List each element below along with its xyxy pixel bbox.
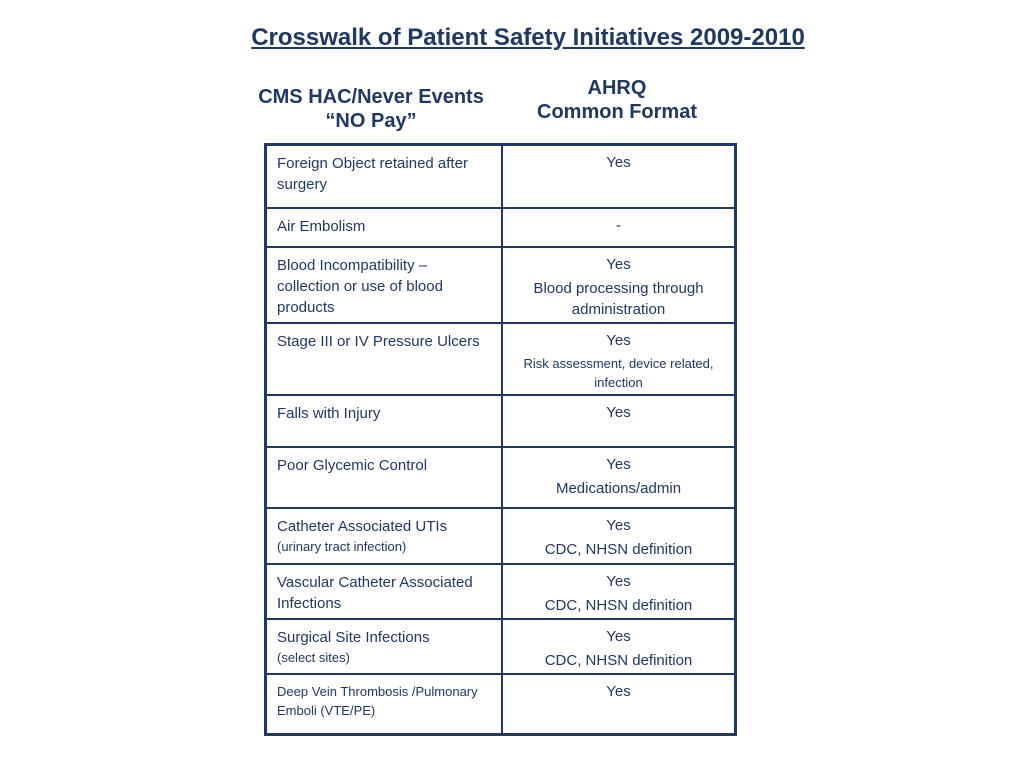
ahrq-cell bbox=[502, 619, 736, 674]
event-cell bbox=[266, 564, 503, 619]
table-row bbox=[266, 323, 736, 395]
slide-title: Crosswalk of Patient Safety Initiatives 2009-2010 bbox=[251, 24, 805, 51]
table-row bbox=[266, 447, 736, 508]
ahrq-status: Yes bbox=[606, 455, 631, 473]
ahrq-status: Yes bbox=[606, 403, 631, 421]
event-name: Surgical Site Infections bbox=[277, 628, 430, 646]
event-cell bbox=[266, 145, 503, 208]
table-row bbox=[266, 564, 736, 619]
cms-column-header bbox=[230, 85, 512, 133]
event-cell bbox=[266, 247, 503, 323]
ahrq-status: Yes bbox=[606, 154, 631, 171]
table-row bbox=[266, 145, 736, 208]
table-row bbox=[266, 674, 736, 735]
event-name: Catheter Associated UTIs bbox=[277, 517, 448, 535]
ahrq-cell bbox=[502, 447, 736, 508]
event-subtitle: (urinary tract infection) bbox=[277, 538, 407, 554]
event-name: Stage III or IV Pressure Ulcers bbox=[277, 332, 480, 350]
crosswalk-table bbox=[264, 143, 737, 736]
ahrq-note: CDC, NHSN definition bbox=[544, 651, 693, 669]
event-cell bbox=[266, 323, 503, 395]
event-cell bbox=[266, 508, 503, 564]
table-row bbox=[266, 395, 736, 447]
ahrq-note: Blood processing through administration bbox=[533, 279, 704, 318]
event-cell bbox=[266, 619, 503, 674]
ahrq-status: Yes bbox=[606, 516, 631, 534]
ahrq-note: CDC, NHSN definition bbox=[544, 596, 693, 614]
cms-header-line2: “NO Pay” bbox=[325, 110, 417, 132]
table-row bbox=[266, 619, 736, 674]
event-cell bbox=[266, 208, 503, 247]
ahrq-cell bbox=[502, 674, 736, 735]
ahrq-status: - bbox=[616, 216, 621, 234]
ahrq-cell bbox=[502, 208, 736, 247]
ahrq-header-line1: AHRQ bbox=[587, 77, 647, 99]
table-row bbox=[266, 247, 736, 323]
ahrq-cell bbox=[502, 564, 736, 619]
table-row bbox=[266, 208, 736, 247]
ahrq-status: Yes bbox=[606, 627, 631, 645]
event-cell bbox=[266, 447, 503, 508]
ahrq-header-line2: Common Format bbox=[537, 101, 697, 123]
event-name: Falls with Injury bbox=[277, 404, 381, 422]
ahrq-cell bbox=[502, 323, 736, 395]
ahrq-status: Yes bbox=[606, 255, 631, 273]
event-name: Air Embolism bbox=[277, 217, 366, 235]
ahrq-note: Medications/admin bbox=[555, 479, 682, 497]
event-subtitle: (select sites) bbox=[277, 649, 350, 665]
event-name: Deep Vein Thrombosis /Pulmonary Emboli (VTE/PE) bbox=[277, 683, 478, 718]
ahrq-status: Yes bbox=[606, 682, 631, 700]
event-name: Poor Glycemic Control bbox=[277, 456, 428, 474]
event-name: Blood Incompatibility – collection or use of blood products bbox=[277, 256, 443, 316]
ahrq-cell bbox=[502, 145, 736, 208]
ahrq-note: CDC, NHSN definition bbox=[544, 540, 693, 558]
cms-header-line1: CMS HAC/Never Events bbox=[258, 86, 484, 108]
ahrq-cell bbox=[502, 395, 736, 447]
ahrq-status: Yes bbox=[606, 572, 631, 590]
ahrq-cell bbox=[502, 247, 736, 323]
event-cell bbox=[266, 674, 503, 735]
ahrq-note: Risk assessment, device related, infection bbox=[523, 355, 714, 390]
ahrq-status: Yes bbox=[606, 331, 631, 349]
ahrq-column-header bbox=[500, 76, 734, 124]
ahrq-cell bbox=[502, 508, 736, 564]
event-name: Vascular Catheter Associated Infections bbox=[277, 573, 473, 612]
event-cell bbox=[266, 395, 503, 447]
table-row bbox=[266, 508, 736, 564]
event-name: Foreign Object retained after surgery bbox=[277, 155, 468, 193]
